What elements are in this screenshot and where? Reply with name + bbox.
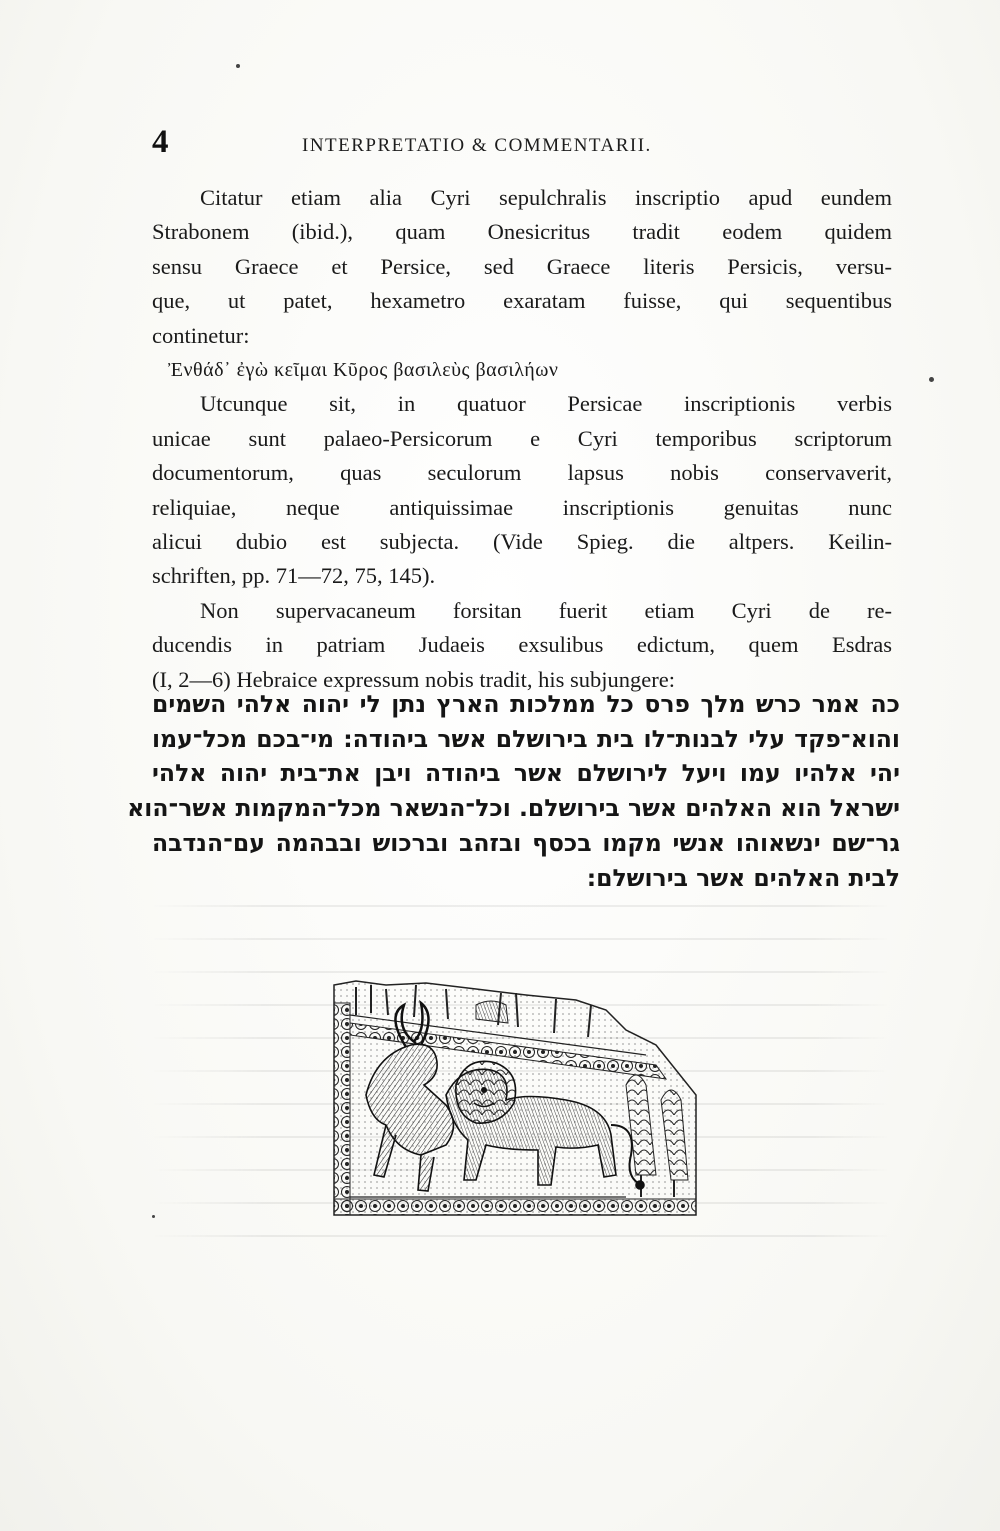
paper-speck bbox=[236, 64, 240, 68]
running-head: INTERPRETATIO & COMMENTARII. bbox=[302, 135, 652, 156]
text-line: Citatur etiam alia Cyri sepulchralis inscriptio apud eundem bbox=[200, 185, 892, 210]
hebrew-line: יהי אלהיו עמו ויעל לירושלם אשר ביהודה ויבן את־בית יהוה אלהי bbox=[152, 759, 900, 788]
text-line: Non supervacaneum forsitan fuerit etiam Cyri de re- bbox=[200, 597, 892, 623]
paragraph-3 bbox=[152, 594, 892, 697]
text-line: documentorum, quas seculorum lapsus nobis conservaverit, bbox=[152, 460, 892, 486]
text-line: que, ut patet, hexametro exaratam fuisse, qui sequentibus bbox=[152, 288, 892, 314]
paragraph-2 bbox=[152, 387, 892, 593]
lion-and-bull-relief-icon bbox=[326, 975, 706, 1225]
text-line: reliquiae, neque antiquissimae inscriptionis genuitas nunc bbox=[152, 494, 892, 520]
text-line: sensu Graece et Persice, sed Graece literis Persicis, versu- bbox=[152, 253, 892, 279]
hebrew-line: לבית האלהים אשר בירושלם: bbox=[586, 863, 900, 892]
text-line: continetur: bbox=[152, 322, 250, 348]
text-line: (I, 2—6) Hebraice expressum nobis tradit, his subjungere: bbox=[152, 666, 675, 692]
hebrew-edict bbox=[127, 687, 900, 895]
paper-speck bbox=[152, 1215, 155, 1218]
hebrew-line: כה אמר כרש מלך פרס כל ממלכות הארץ נתן לי יהוה אלהי השמים bbox=[152, 690, 900, 718]
text-line: ducendis in patriam Judaeis exsulibus edictum, quem Esdras bbox=[152, 632, 892, 658]
paragraph-1 bbox=[152, 181, 892, 353]
text-line: Utcunque sit, in quatuor Persicae inscriptionis verbis bbox=[200, 391, 892, 417]
text-line: schriften, pp. 71—72, 75, 145). bbox=[152, 563, 436, 589]
text-line: alicui dubio est subjecta. (Vide Spieg. die altpers. Keilin- bbox=[152, 529, 892, 555]
greek-inscription: Ἐνθάδ᾽ ἐγὼ κεῖμαι Κῦρος βασιλεὺς βασιλήων bbox=[168, 359, 559, 382]
paper-speck bbox=[929, 377, 934, 382]
text-line: unicae sunt palaeo-Persicorum e Cyri temporibus scriptorum bbox=[152, 425, 892, 451]
relief-engraving bbox=[326, 975, 706, 1225]
page-header bbox=[152, 124, 892, 164]
hebrew-line: ישראל הוא האלהים אשר בירושלם. וכל־הנשאר מכל־המקמות אשר־הוא bbox=[127, 794, 900, 823]
body-text bbox=[152, 181, 892, 697]
text-line: Strabonem (ibid.), quam Onesicritus tradit eodem quidem bbox=[152, 219, 892, 245]
hebrew-line: והוא־פקד עלי לבנות־לו בית בירושלם אשר ביהודה: מי־בכם מכל־עמו bbox=[152, 724, 900, 753]
hebrew-line: גר־שם ינשאוהו אנשי מקמו בכסף ובזהב וברכוש ובבהמה עם־הנדבה bbox=[152, 828, 900, 857]
page-number: 4 bbox=[152, 124, 169, 160]
